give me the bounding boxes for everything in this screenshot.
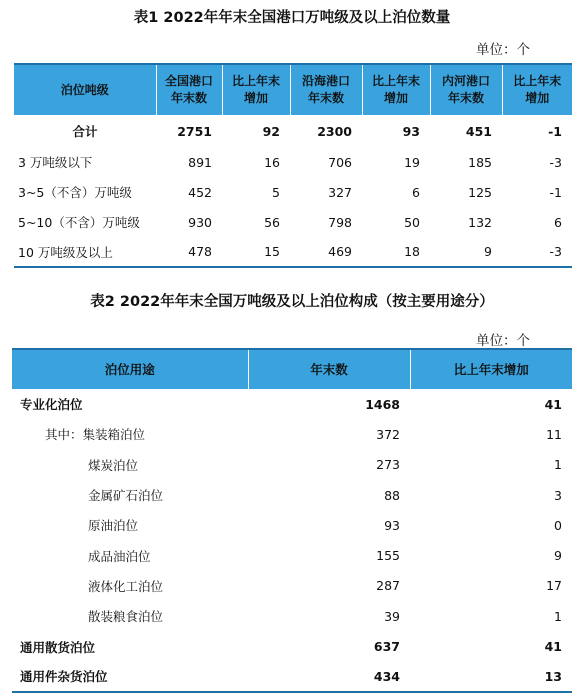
column-header-text: 比上年末 增加 bbox=[371, 74, 420, 105]
column-header bbox=[222, 64, 290, 115]
table2-title: 表2 2022年年末全国万吨级及以上泊位构成（按主要用途分） bbox=[90, 294, 494, 310]
column-header-text: 泊位吨级 bbox=[60, 82, 109, 97]
column-header-text: 内河港口 年末数 bbox=[441, 74, 490, 105]
row-label: 散装粮食泊位 bbox=[88, 609, 164, 625]
row-label: 专业化泊位 bbox=[20, 397, 83, 413]
row-label: 通用散货泊位 bbox=[20, 639, 96, 655]
table-row bbox=[12, 450, 572, 480]
table-cell: 132 bbox=[468, 214, 492, 230]
table-cell: 798 bbox=[328, 214, 352, 230]
row-label: 3 万吨级以下 bbox=[18, 155, 93, 170]
table-cell: 9 bbox=[554, 548, 562, 564]
table-cell: 88 bbox=[384, 487, 400, 503]
table-row bbox=[14, 147, 572, 177]
column-header bbox=[156, 64, 222, 115]
table-cell: 434 bbox=[373, 668, 400, 684]
table-cell: 16 bbox=[264, 154, 280, 170]
row-label: 液体化工泊位 bbox=[88, 578, 164, 594]
column-header bbox=[290, 64, 362, 115]
table1-unit-label: 单位：个 bbox=[476, 42, 530, 58]
row-label: 煤炭泊位 bbox=[88, 457, 139, 473]
table-cell: -1 bbox=[549, 184, 562, 200]
table-cell: 2300 bbox=[317, 123, 352, 139]
column-header bbox=[14, 64, 156, 115]
table-cell: 372 bbox=[376, 426, 400, 442]
table-cell: 11 bbox=[546, 426, 562, 442]
row-label: 通用件杂货泊位 bbox=[20, 669, 108, 685]
table-row bbox=[12, 480, 572, 510]
table-cell: 451 bbox=[465, 123, 492, 139]
column-header-text: 比上年末 增加 bbox=[513, 74, 562, 105]
column-header bbox=[12, 349, 248, 389]
table-row bbox=[12, 571, 572, 601]
table-cell: 39 bbox=[384, 608, 400, 624]
column-header bbox=[430, 64, 502, 115]
table-row bbox=[12, 419, 572, 449]
row-label: 成品油泊位 bbox=[88, 548, 151, 564]
table-cell: 930 bbox=[188, 214, 212, 230]
table-cell: 6 bbox=[554, 214, 562, 230]
table-row bbox=[12, 540, 572, 570]
table-cell: 469 bbox=[328, 244, 352, 259]
table-row bbox=[12, 510, 572, 540]
table-cell: 56 bbox=[264, 214, 280, 230]
table-cell: 19 bbox=[404, 154, 420, 170]
table1-title: 表1 2022年年末全国港口万吨级及以上泊位数量 bbox=[133, 10, 451, 26]
table-cell: 1 bbox=[554, 457, 562, 473]
table-cell: 2751 bbox=[177, 123, 212, 139]
table-cell: 327 bbox=[328, 184, 352, 200]
column-header-text: 比上年末 增加 bbox=[231, 74, 280, 105]
table-header-row bbox=[14, 64, 572, 115]
column-header-text: 年末数 bbox=[310, 362, 348, 377]
column-header-text: 沿海港口 年末数 bbox=[301, 74, 350, 105]
column-header bbox=[502, 64, 572, 115]
table-row bbox=[14, 207, 572, 237]
table-cell: 92 bbox=[262, 123, 280, 139]
table-cell: 15 bbox=[264, 244, 280, 259]
row-label: 其中：集装箱泊位 bbox=[45, 427, 146, 443]
column-header-text: 全国港口 年末数 bbox=[164, 74, 213, 105]
row-label: 10 万吨级及以上 bbox=[18, 244, 113, 260]
column-header-text: 比上年末增加 bbox=[453, 362, 529, 377]
table-cell: 41 bbox=[544, 639, 562, 655]
table-cell: 125 bbox=[468, 184, 492, 200]
table2-unit-label: 单位：个 bbox=[476, 333, 530, 349]
column-header bbox=[362, 64, 430, 115]
table-row bbox=[12, 631, 572, 661]
table-cell: 9 bbox=[484, 244, 492, 259]
table-cell: 1468 bbox=[365, 396, 400, 412]
row-label: 5~10（不含）万吨级 bbox=[18, 215, 140, 230]
table-cell: 41 bbox=[544, 396, 562, 412]
table-cell: 155 bbox=[376, 548, 400, 564]
table-cell: 891 bbox=[188, 154, 212, 170]
table-cell: -3 bbox=[549, 244, 562, 259]
table-cell: 273 bbox=[376, 457, 400, 473]
table-cell: -1 bbox=[548, 123, 562, 139]
column-header bbox=[410, 349, 572, 389]
table-cell: 637 bbox=[373, 639, 400, 655]
row-label: 金属矿石泊位 bbox=[88, 488, 164, 504]
table-cell: -3 bbox=[549, 154, 562, 170]
berth-purpose-table bbox=[12, 348, 572, 693]
table-row-total bbox=[14, 115, 572, 147]
table-cell: 706 bbox=[328, 154, 352, 170]
table-cell: 17 bbox=[546, 578, 562, 594]
table-cell: 1 bbox=[554, 608, 562, 624]
table-row bbox=[14, 237, 572, 267]
table-cell: 185 bbox=[468, 154, 492, 170]
table-cell: 18 bbox=[404, 244, 420, 259]
table-cell: 50 bbox=[404, 214, 420, 230]
table-cell: 452 bbox=[188, 184, 212, 200]
table-row bbox=[14, 177, 572, 207]
table-cell: 6 bbox=[412, 184, 420, 200]
column-header bbox=[248, 349, 410, 389]
table-cell: 478 bbox=[188, 244, 212, 259]
table-cell: 3 bbox=[554, 487, 562, 503]
table-cell: 13 bbox=[544, 668, 562, 684]
row-label: 3~5（不含）万吨级 bbox=[18, 185, 132, 200]
row-label: 合计 bbox=[72, 124, 98, 139]
row-label: 原油泊位 bbox=[88, 518, 139, 534]
table-cell: 93 bbox=[402, 123, 420, 139]
berth-tonnage-table bbox=[14, 63, 572, 268]
table-cell: 93 bbox=[384, 517, 400, 533]
table-row bbox=[12, 601, 572, 631]
table-cell: 5 bbox=[272, 184, 280, 200]
table-cell: 287 bbox=[376, 578, 400, 594]
table-cell: 0 bbox=[554, 517, 562, 533]
table-row bbox=[12, 389, 572, 419]
table-header-row bbox=[12, 349, 572, 389]
column-header-text: 泊位用途 bbox=[104, 362, 155, 377]
table-row bbox=[12, 662, 572, 692]
